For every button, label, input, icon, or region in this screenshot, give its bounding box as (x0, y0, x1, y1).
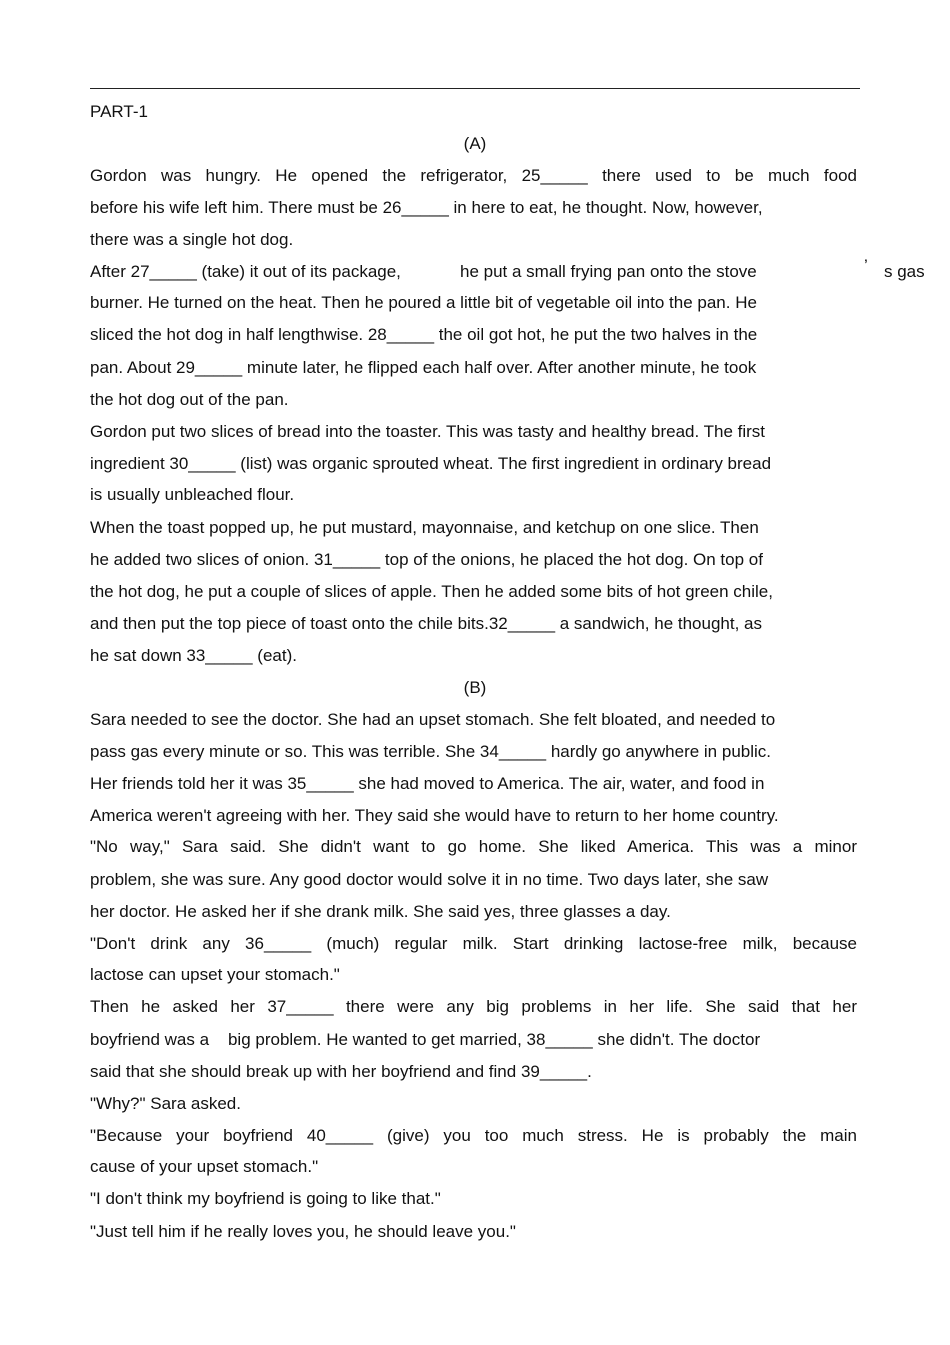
paragraph-line: After 27_____ (take) it out of its package, (90, 262, 401, 281)
paragraph-line: boyfriend was a big problem. He wanted to get married, 38_____ she didn't. The doctor (90, 1030, 761, 1049)
paragraph-line: is usually unbleached flour. (90, 485, 295, 504)
paragraph-line-fragment: he put a small frying pan onto the stove (460, 262, 757, 281)
paragraph-line: Sara needed to see the doctor. She had an upset stomach. She felt bloated, and needed to (90, 710, 776, 729)
paragraph-line: pass gas every minute or so. This was terrible. She 34_____ hardly go anywhere in public. (90, 742, 772, 761)
paragraph-line: before his wife left him. There must be 26_____ in here to eat, he thought. Now, however, (90, 198, 763, 217)
paragraph-line: her doctor. He asked her if she drank milk. She said yes, three glasses a day. (90, 902, 671, 921)
paragraph-line: "I don't think my boyfriend is going to like that." (90, 1189, 441, 1208)
paragraph-line: Gordon put two slices of bread into the toaster. This was tasty and healthy bread. The first (90, 422, 766, 441)
paragraph-line: and then put the top piece of toast onto the chile bits.32_____ a sandwich, he thought, as (90, 614, 762, 633)
paragraph-line: Her friends told her it was 35_____ she had moved to America. The air, water, and food in (90, 774, 765, 793)
paragraph-line: lactose can upset your stomach." (90, 965, 340, 984)
paragraph-line: ingredient 30_____ (list) was organic sprouted wheat. The first ingredient in ordinary bread (90, 454, 772, 473)
paragraph-line: "Why?" Sara asked. (90, 1094, 241, 1113)
paragraph-line: "Don't drink any 36_____ (much) regular milk. Start drinking lactose-free milk, because (90, 934, 857, 953)
paragraph-line: When the toast popped up, he put mustard, mayonnaise, and ketchup on one slice. Then (90, 518, 759, 537)
paragraph-line: "No way," Sara said. She didn't want to go home. She liked America. This was a minor (90, 837, 857, 856)
paragraph-line: the hot dog, he put a couple of slices of apple. Then he added some bits of hot green chile, (90, 582, 773, 601)
paragraph-line: pan. About 29_____ minute later, he flipped each half over. After another minute, he took (90, 358, 757, 377)
paragraph-line: problem, she was sure. Any good doctor would solve it in no time. Two days later, she saw (90, 870, 769, 889)
paragraph-line: "Because your boyfriend 40_____ (give) you too much stress. He is probably the main (90, 1126, 857, 1145)
apostrophe-fragment: ’ (864, 256, 868, 275)
part-title: PART-1 (90, 102, 148, 121)
paragraph-line: America weren't agreeing with her. They said she would have to return to her home country. (90, 806, 779, 825)
header-rule (90, 88, 860, 89)
paragraph-line: he added two slices of onion. 31_____ top of the onions, he placed the hot dog. On top of (90, 550, 763, 569)
paragraph-line: cause of your upset stomach." (90, 1157, 319, 1176)
section-b-heading: (B) (463, 678, 487, 697)
paragraph-line: "Just tell him if he really loves you, he should leave you." (90, 1222, 516, 1241)
paragraph-line: burner. He turned on the heat. Then he poured a little bit of vegetable oil into the pan. He (90, 293, 757, 312)
paragraph-line: said that she should break up with her boyfriend and find 39_____. (90, 1062, 592, 1081)
paragraph-line: he sat down 33_____ (eat). (90, 646, 297, 665)
paragraph-line: the hot dog out of the pan. (90, 390, 289, 409)
paragraph-line: sliced the hot dog in half lengthwise. 28_____ the oil got hot, he put the two halves in the (90, 325, 758, 344)
section-a-heading: (A) (463, 134, 487, 153)
paragraph-line-fragment: s gas (884, 262, 925, 281)
paragraph-line: Then he asked her 37_____ there were any big problems in her life. She said that her (90, 997, 857, 1016)
paragraph-line: Gordon was hungry. He opened the refrigerator, 25_____ there used to be much food (90, 166, 857, 185)
paragraph-line: there was a single hot dog. (90, 230, 294, 249)
